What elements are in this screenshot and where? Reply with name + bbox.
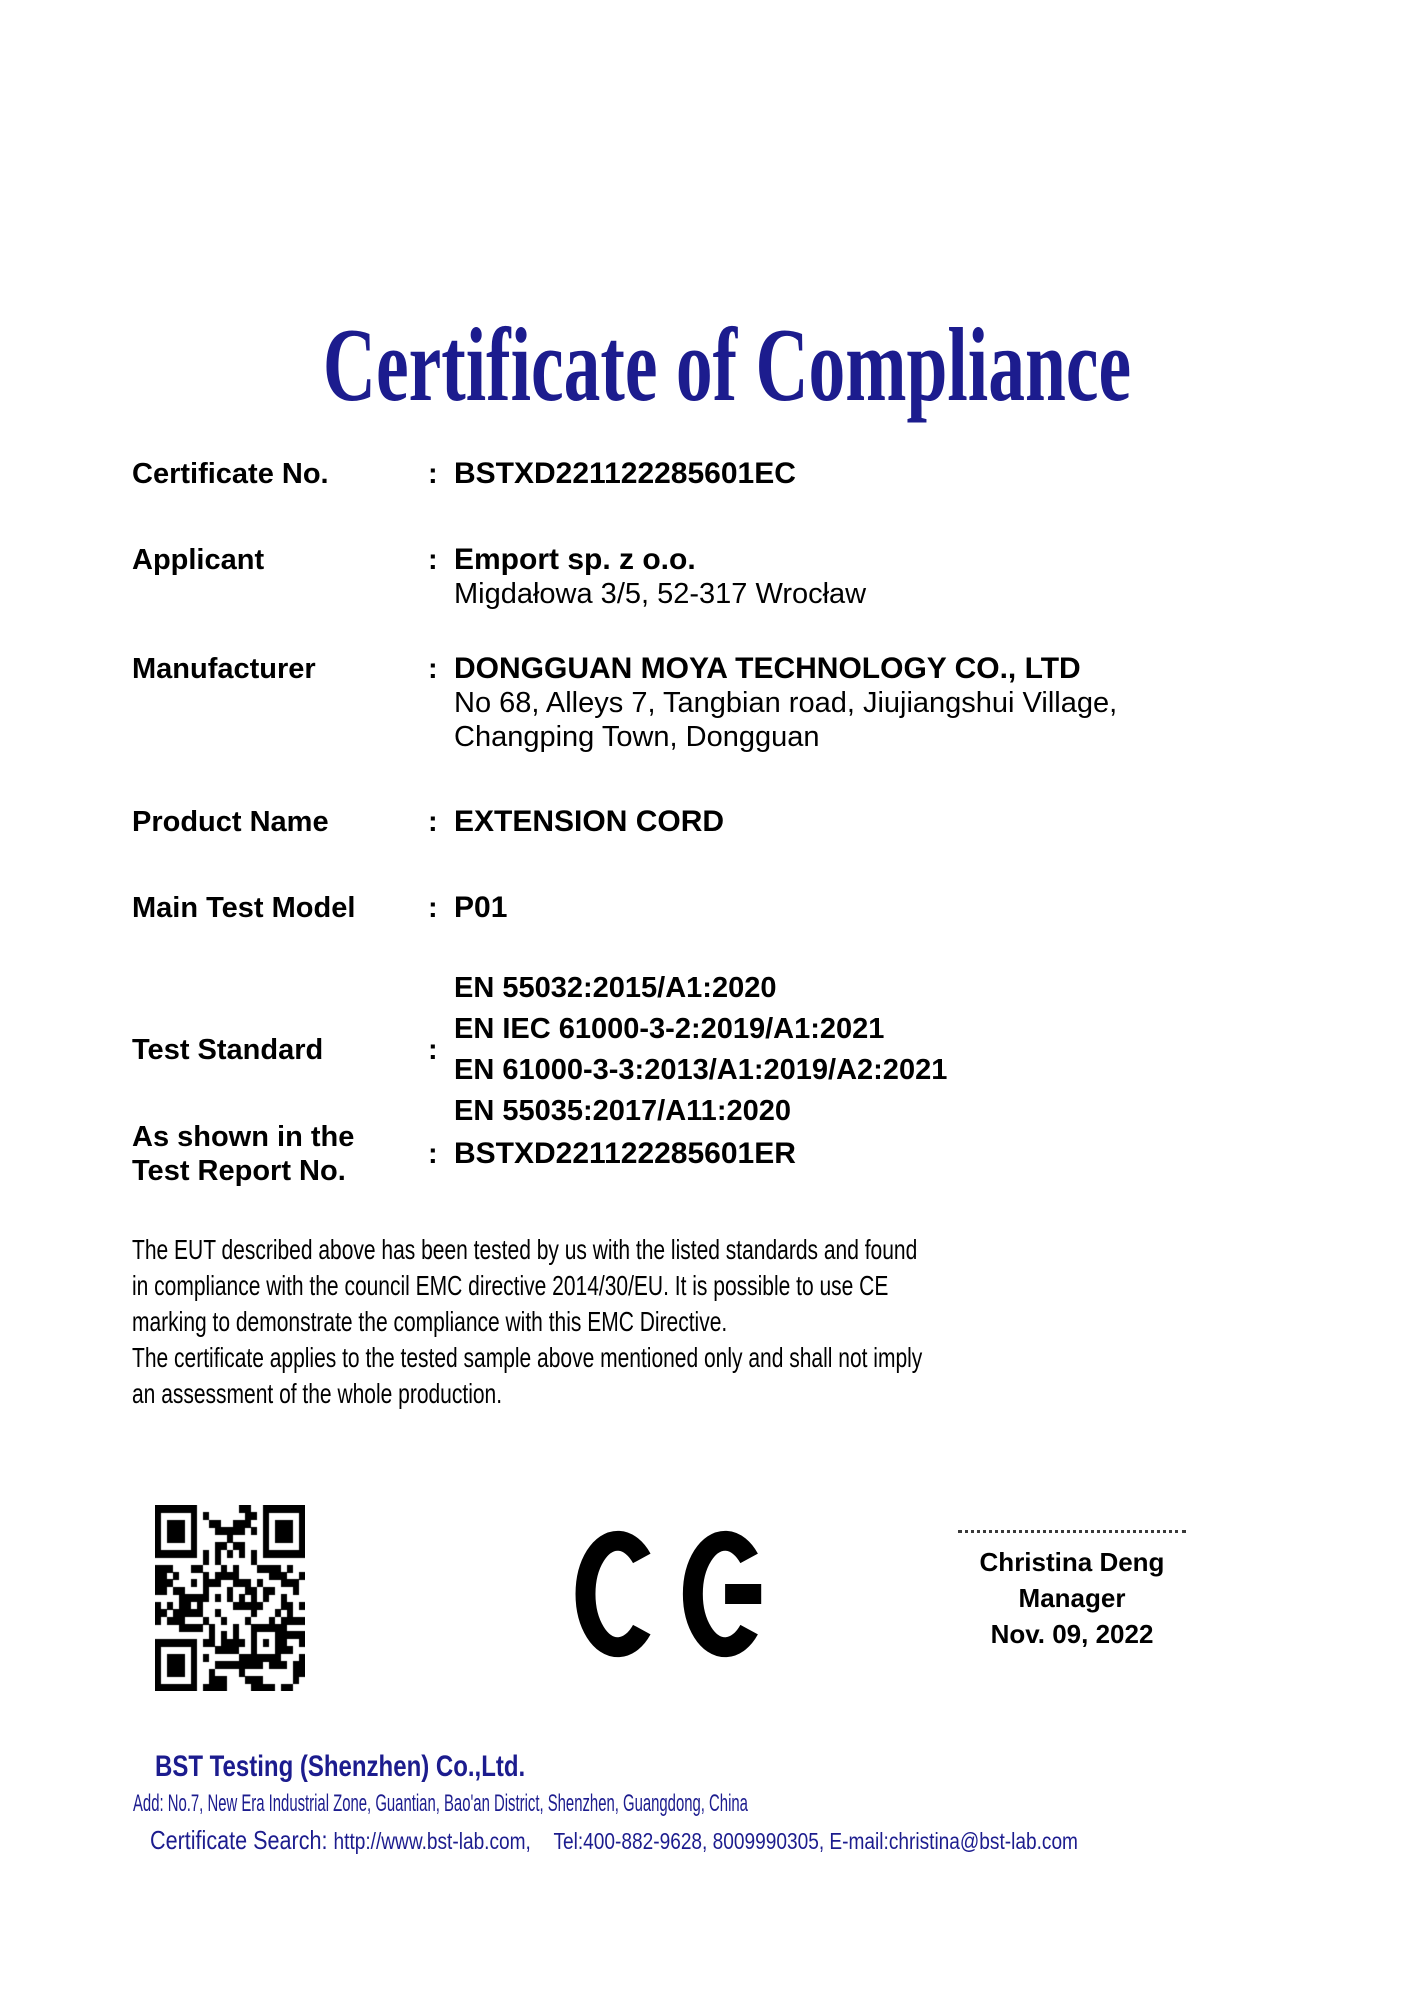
field-colon: :: [428, 544, 438, 576]
field-value: [454, 457, 1282, 491]
signatory-title: Manager: [1018, 1583, 1126, 1613]
field-label: Main Test Model: [132, 892, 356, 924]
field-label: [132, 1120, 428, 1188]
field-label: Certificate No.: [132, 458, 329, 490]
issuer-contact-info: Tel:400-882-9628, 8009990305, E-mail:christina@bst-lab.com: [553, 1828, 1078, 1854]
field-manufacturer: [132, 652, 1282, 754]
page-title: Certificate of Compliance: [322, 306, 1132, 423]
field-test-report-no: [132, 1120, 1282, 1188]
field-colon: :: [428, 1138, 438, 1170]
test-standard-item: EN 55032:2015/A1:2020: [454, 972, 777, 1004]
statement-line: The certificate applies to the tested sample above mentioned only and shall not imply: [132, 1342, 923, 1373]
product-name: EXTENSION CORD: [454, 805, 725, 838]
manufacturer-address-2: Changping Town, Dongguan: [454, 721, 820, 753]
certificate-search-label: Certificate Search:: [150, 1825, 328, 1855]
signature-block: [938, 1544, 1206, 1652]
field-main-test-model: [132, 891, 1282, 925]
manufacturer-address-1: No 68, Alleys 7, Tangbian road, Jiujiangshui Village,: [454, 687, 1118, 719]
compliance-statement: [132, 1232, 1332, 1412]
qr-code-icon: [155, 1505, 305, 1691]
field-value: [454, 1137, 1282, 1171]
field-applicant: [132, 543, 1282, 611]
field-product-name: [132, 805, 1282, 839]
statement-line: in compliance with the council EMC directive 2014/30/EU. It is possible to use CE: [132, 1270, 889, 1301]
statement-line: an assessment of the whole production.: [132, 1378, 503, 1409]
signature-dotted-line: [958, 1530, 1186, 1533]
test-standard-item: EN IEC 61000-3-2:2019/A1:2021: [454, 1013, 885, 1045]
field-label: Test Standard: [132, 1034, 324, 1066]
manufacturer-name: DONGGUAN MOYA TECHNOLOGY CO., LTD: [454, 652, 1081, 685]
test-report-number: BSTXD221122285601ER: [454, 1137, 796, 1170]
ce-mark-icon: [575, 1526, 765, 1662]
test-standard-item: EN 55035:2017/A11:2020: [454, 1095, 791, 1127]
field-test-standard: [132, 968, 1282, 1132]
field-colon: :: [428, 653, 438, 685]
main-test-model: P01: [454, 891, 508, 924]
issuer-address: Add: No.7, New Era Industrial Zone, Guantian, Bao'an District, Shenzhen, Guangdong, China: [133, 1790, 748, 1817]
field-value: [454, 543, 1282, 611]
field-colon: :: [428, 806, 438, 838]
applicant-name: Emport sp. z o.o.: [454, 543, 696, 576]
field-value: [454, 652, 1282, 754]
field-colon: :: [428, 892, 438, 924]
applicant-address: Migdałowa 3/5, 52-317 Wrocław: [454, 578, 867, 610]
test-standard-item: EN 61000-3-3:2013/A1:2019/A2:2021: [454, 1054, 948, 1086]
field-colon: :: [428, 1034, 438, 1066]
field-label-line-2: Test Report No.: [132, 1155, 346, 1187]
field-label-line-1: As shown in the: [132, 1121, 355, 1153]
certificate-search-url: http://www.bst-lab.com,: [333, 1828, 531, 1854]
field-label: Product Name: [132, 806, 329, 838]
certificate-number: BSTXD221122285601EC: [454, 457, 796, 490]
field-value: [454, 805, 1282, 839]
field-label: Manufacturer: [132, 653, 316, 685]
signatory-name: Christina Deng: [979, 1547, 1165, 1577]
issuer-company-name: BST Testing (Shenzhen) Co.,Ltd.: [155, 1750, 526, 1783]
field-value: [454, 891, 1282, 925]
test-standard-list: [454, 968, 1282, 1132]
signature-date: Nov. 09, 2022: [990, 1619, 1154, 1649]
field-colon: :: [428, 458, 438, 490]
field-label: Applicant: [132, 544, 265, 576]
field-certificate-no: [132, 457, 1282, 491]
statement-line: marking to demonstrate the compliance with this EMC Directive.: [132, 1306, 728, 1337]
footer-contact-line: [150, 1825, 1078, 1856]
statement-line: The EUT described above has been tested by us with the listed standards and found: [132, 1234, 918, 1265]
